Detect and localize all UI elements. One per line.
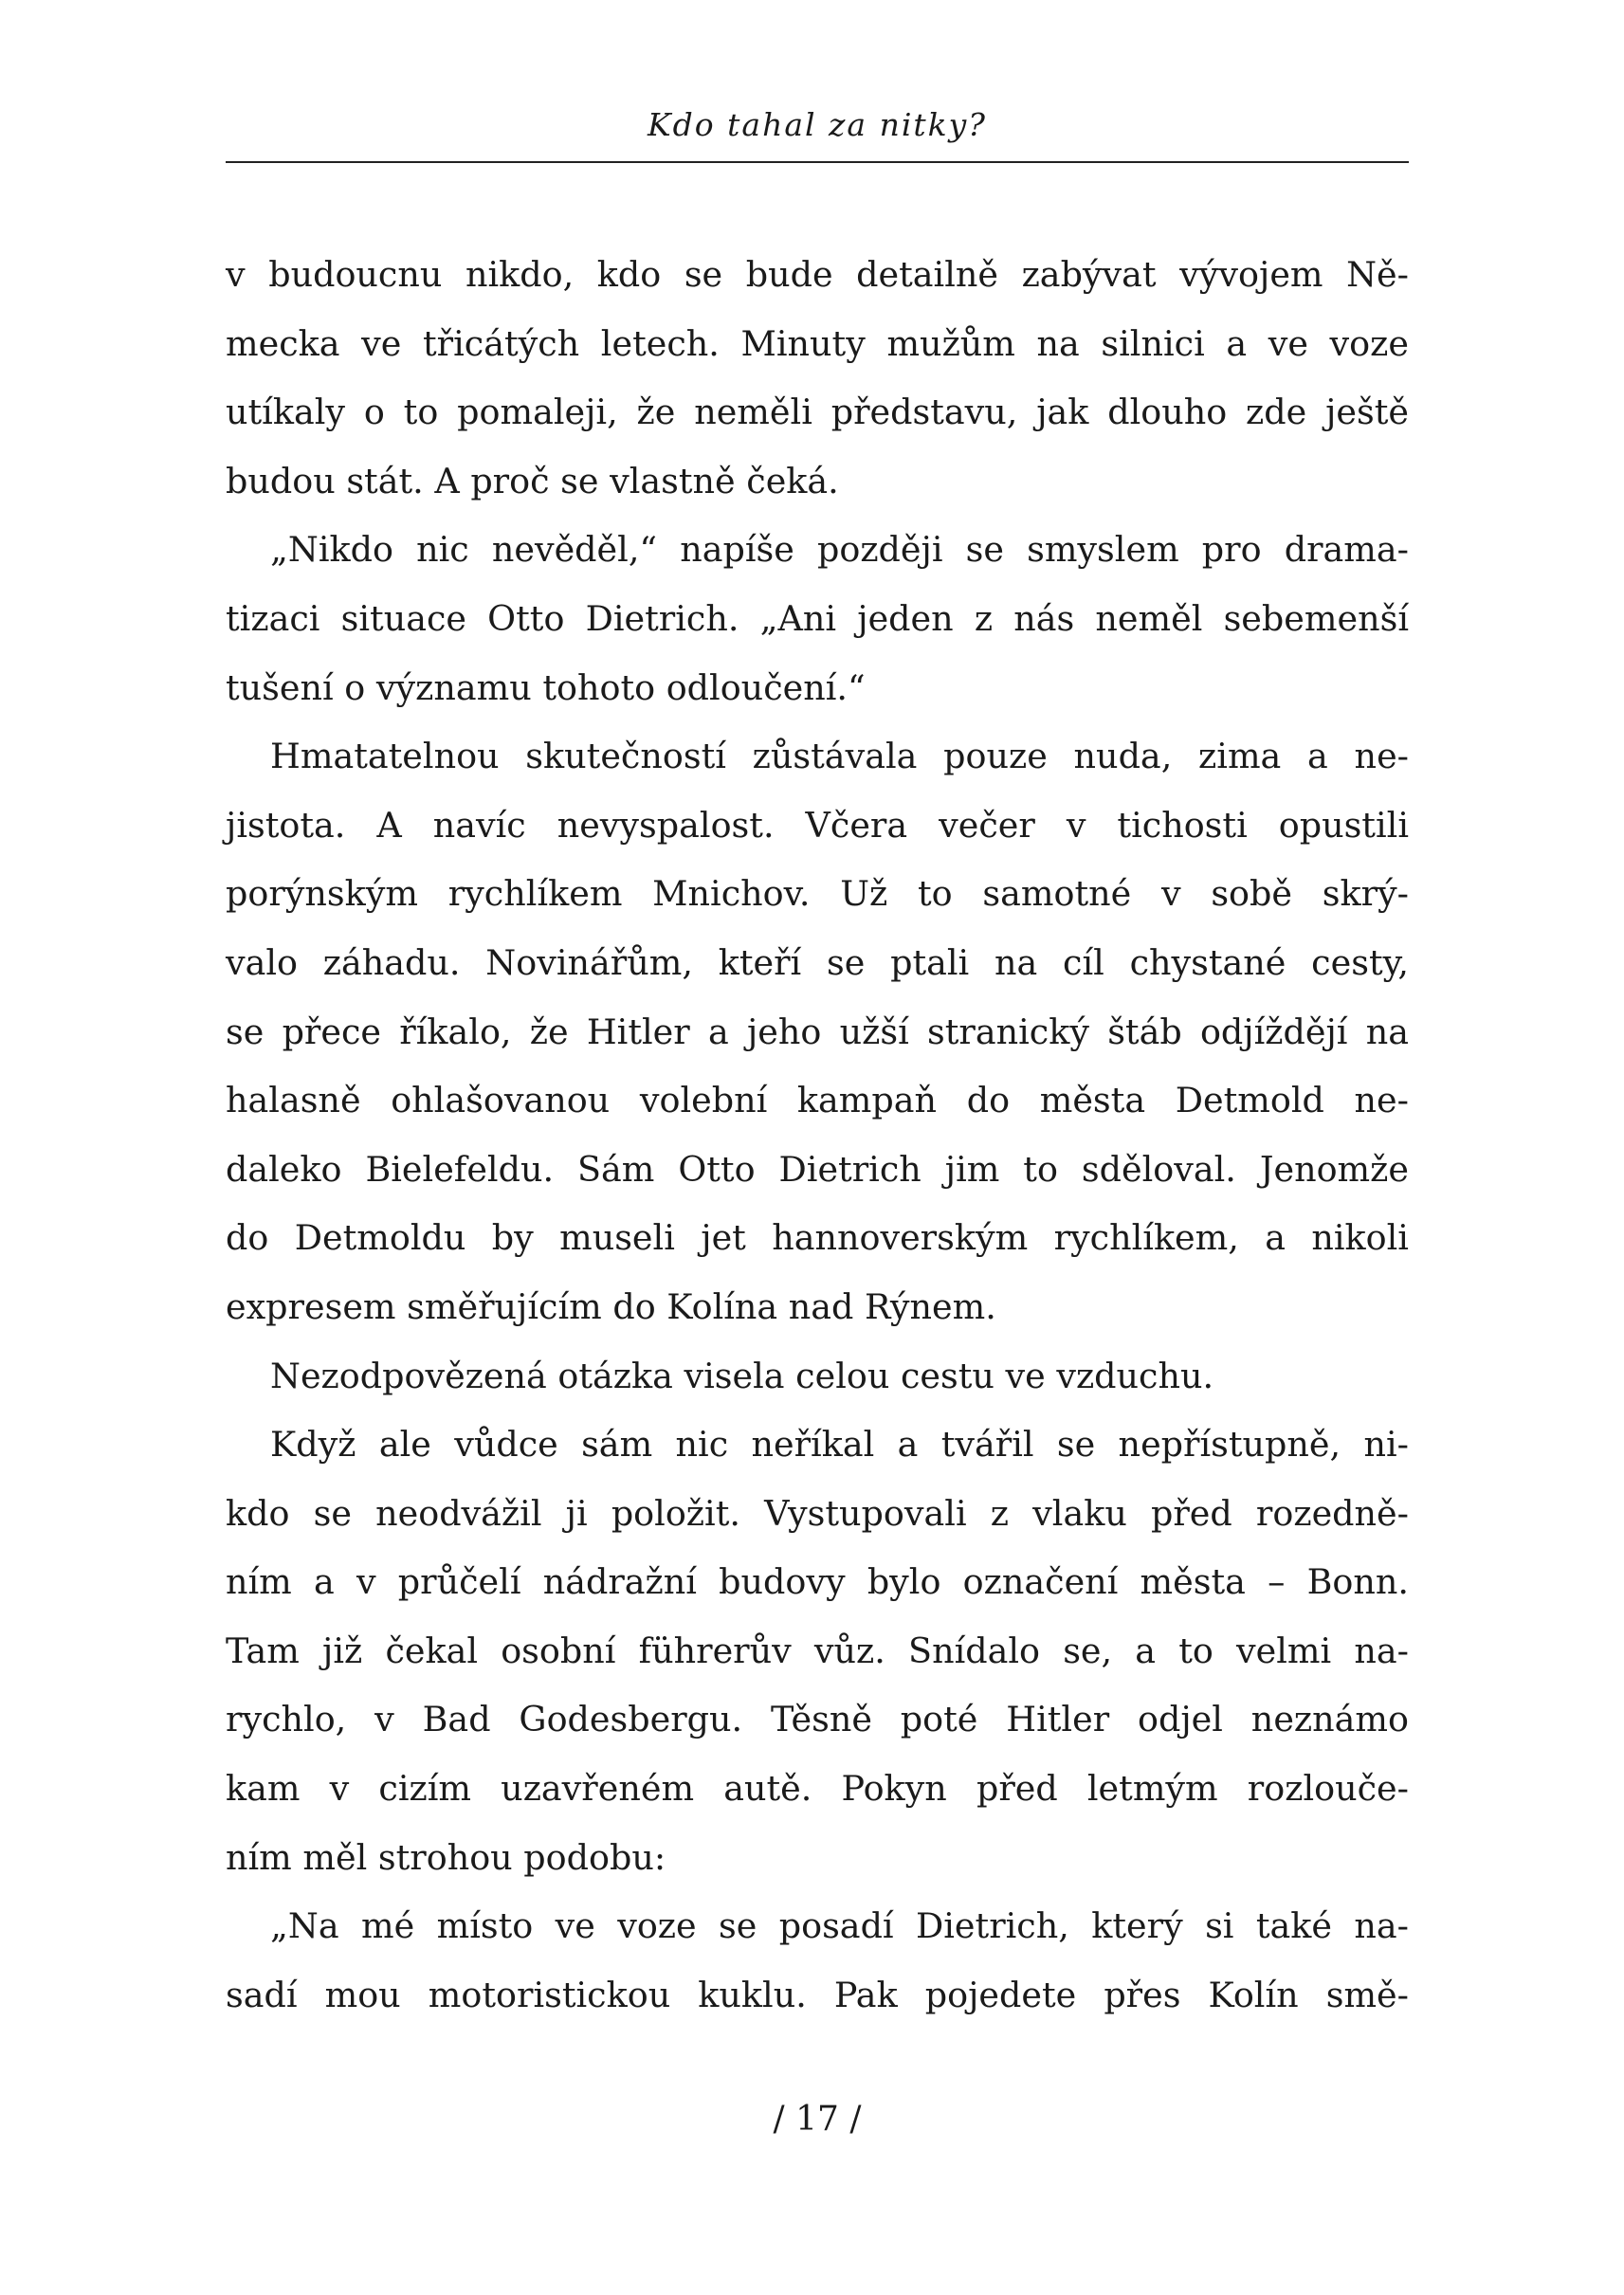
header-rule [226,161,1409,163]
text-line: Hmatatelnou skutečností zůstávala pouze nuda, zima a ne- [270,736,1409,777]
text-line: „Na mé místo ve voze se posadí Dietrich, který si také na- [270,1905,1409,1947]
text-line: kdo se neodvážil ji položit. Vystupovali z vlaku před rozedně- [226,1492,1409,1534]
text-line: daleko Bielefeldu. Sám Otto Dietrich jim to sděloval. Jenomže [226,1148,1409,1190]
text-line: se přece říkalo, že Hitler a jeho užší stranický štáb odjíždějí na [226,1011,1409,1052]
text-line: „Nikdo nic nevěděl,“ napíše později se smyslem pro drama- [270,529,1409,571]
paragraph [226,1892,1409,2030]
text-line: Nezodpovězená otázka visela celou cestu ve vzduchu. [270,1355,1214,1396]
running-head: Kdo tahal za nitky? [648,106,987,143]
paragraph [226,722,1409,1341]
page-number: / 17 / [773,2100,862,2139]
text-line: ním měl strohou podobu: [226,1836,666,1878]
paragraph [226,1342,1409,1412]
text-line: ním a v průčelí nádražní budovy bylo označení města – Bonn. [226,1561,1409,1603]
text-line: jistota. A navíc nevyspalost. Včera večer v tichosti opustili [226,804,1409,846]
text-line: tušení o významu tohoto odloučení.“ [226,666,866,708]
text-line: kam v cizím uzavřeném autě. Pokyn před letmým rozlouče- [226,1768,1409,1810]
text-line: valo záhadu. Novinářům, kteří se ptali na cíl chystané cesty, [226,941,1409,983]
text-line: sadí mou motoristickou kuklu. Pak pojedete přes Kolín smě- [226,1974,1409,2015]
text-line: mecka ve třicátých letech. Minuty mužům na silnici a ve voze [226,322,1409,364]
text-line: Tam již čekal osobní führerův vůz. Snídalo se, a to velmi na- [226,1630,1409,1671]
body-text [226,241,1409,2030]
text-line: budou stát. A proč se vlastně čeká. [226,460,839,501]
paragraph [226,1411,1409,1892]
text-line: porýnským rychlíkem Mnichov. Už to samotné v sobě skrý- [226,873,1409,915]
text-line: rychlo, v Bad Godesbergu. Těsně poté Hitler odjel neznámo [226,1699,1409,1740]
text-line: Když ale vůdce sám nic neříkal a tvářil se nepřístupně, ni- [270,1424,1409,1466]
text-line: tizaci situace Otto Dietrich. „Ani jeden z nás neměl sebemenší [226,597,1409,639]
text-line: halasně ohlašovanou volební kampaň do města Detmold ne- [226,1080,1409,1121]
text-line: v budoucnu nikdo, kdo se bude detailně zabývat vývojem Ně- [226,254,1409,295]
text-line: utíkaly o to pomaleji, že neměli představu, jak dlouho zde ještě [226,392,1409,433]
paragraph [226,241,1409,516]
paragraph [226,516,1409,722]
text-line: expresem směřujícím do Kolína nad Rýnem. [226,1285,996,1327]
text-line: do Detmoldu by museli jet hannoverským rychlíkem, a nikoli [226,1217,1409,1259]
